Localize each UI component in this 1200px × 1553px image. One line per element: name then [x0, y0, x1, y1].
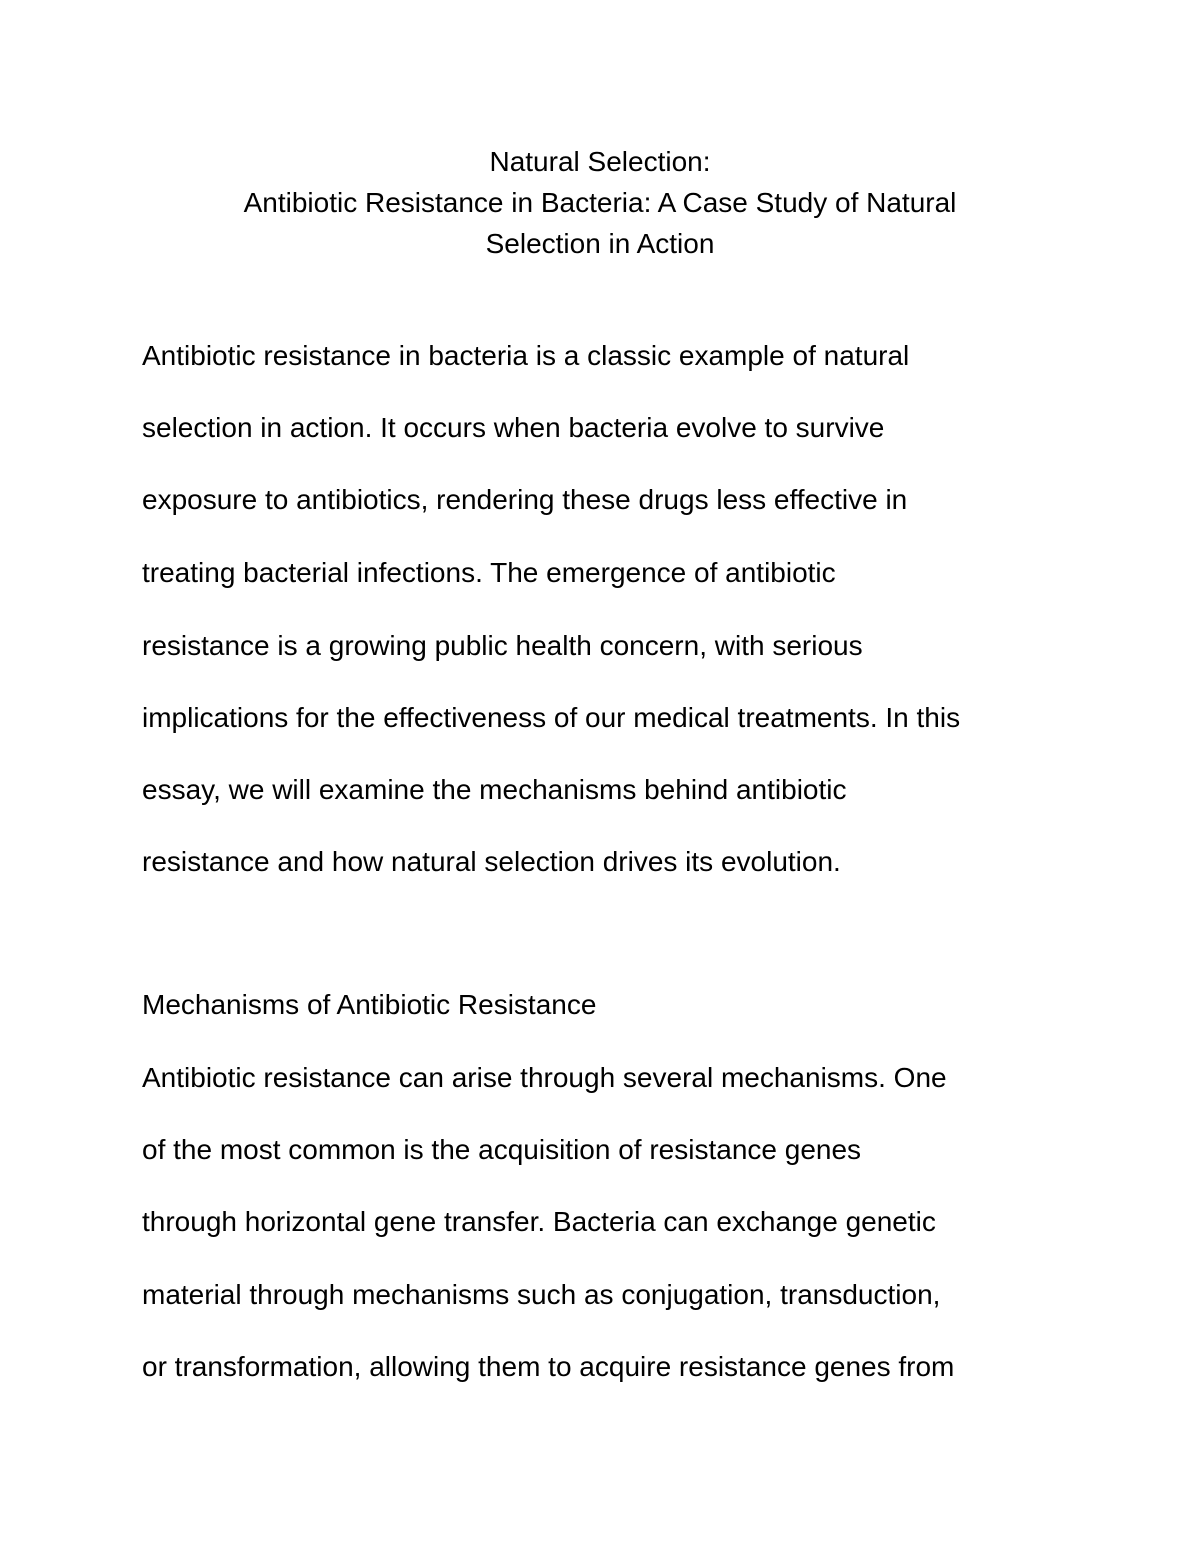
intro-paragraph-line: selection in action. It occurs when bacteria evolve to survive — [142, 412, 885, 443]
intro-paragraph-line: treating bacterial infections. The emergence of antibiotic — [142, 557, 836, 588]
document-title — [0, 141, 1200, 264]
title-line-1: Natural Selection: — [489, 146, 711, 177]
title-line-2: Antibiotic Resistance in Bacteria: A Case Study of Natural — [243, 187, 957, 218]
section-heading: Mechanisms of Antibiotic Resistance — [142, 989, 597, 1020]
intro-paragraph-line: Antibiotic resistance in bacteria is a classic example of natural — [142, 340, 910, 371]
intro-paragraph-line: resistance and how natural selection drives its evolution. — [142, 846, 841, 877]
section-paragraph-line: material through mechanisms such as conjugation, transduction, — [142, 1279, 941, 1310]
intro-paragraph-line: resistance is a growing public health concern, with serious — [142, 630, 863, 661]
section-paragraph-line: or transformation, allowing them to acquire resistance genes from — [142, 1351, 955, 1382]
intro-paragraph-line: essay, we will examine the mechanisms behind antibiotic — [142, 774, 847, 805]
intro-paragraph-line: exposure to antibiotics, rendering these drugs less effective in — [142, 484, 908, 515]
title-line-3: Selection in Action — [485, 228, 715, 259]
section-paragraph-line: through horizontal gene transfer. Bacteria can exchange genetic — [142, 1206, 936, 1237]
section-paragraph-line: Antibiotic resistance can arise through several mechanisms. One — [142, 1062, 947, 1093]
intro-paragraph-line: implications for the effectiveness of our medical treatments. In this — [142, 702, 961, 733]
section-paragraph-line: of the most common is the acquisition of resistance genes — [142, 1134, 862, 1165]
